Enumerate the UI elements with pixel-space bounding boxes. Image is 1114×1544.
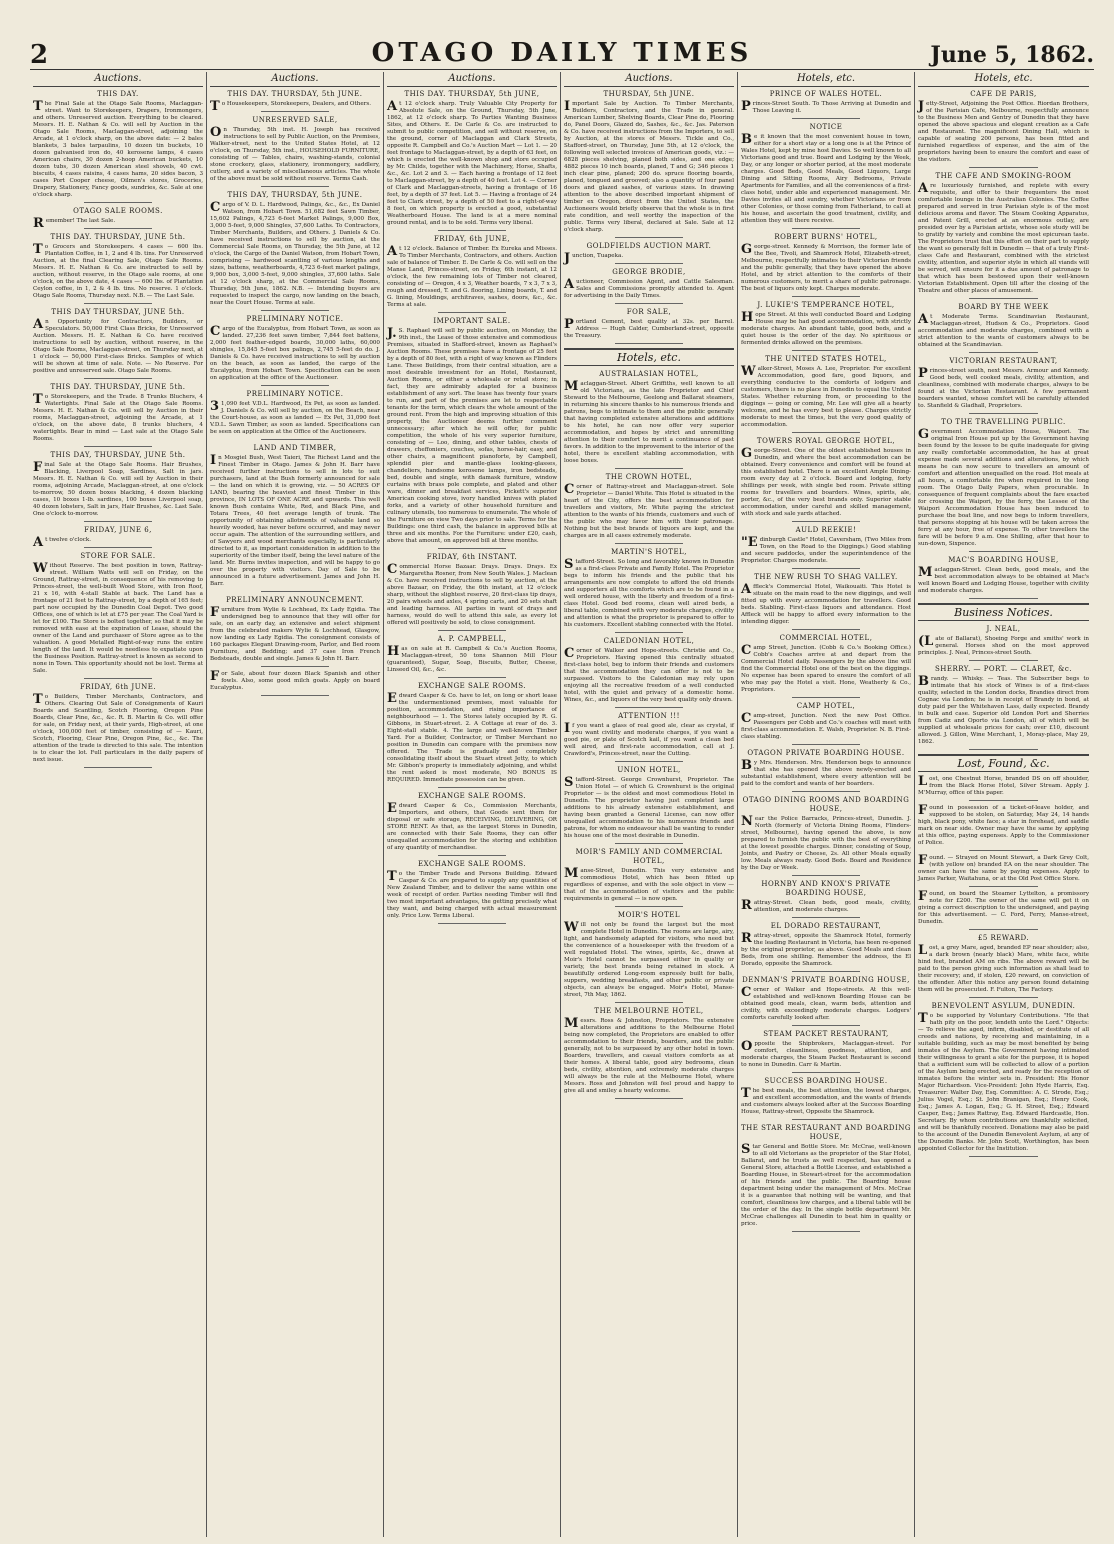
- advertisement: [741, 1124, 911, 1232]
- ad-body: Government Accommodation House, Waipori. The original Iron House put up by the Government having been found by the lessee to be quite inadequate for giving any really comfortable accommodation, he has at great expense made several additions and alterations, by which means he can now secure to travellers an amount of comfort and attention unequalled on the road. Hot meals at all hours, a comfortable fire when required in the long room. The Otago Daily Papers, when procurable. In consequence of frequent complaints about the fare exacted for crossing the Waipori, by the ferry, the Lessee of the Waipori Accommodation House has been induced to purchase the boat line, and now begs to inform travellers, that persons stopping at his house will be taken across the ferry at any hour, free of expense. To other travellers the fare will be before 9 a.m. One Shilling, after that hour to sun-down, Sixpence.: [918, 427, 1089, 547]
- advertisement: [387, 317, 557, 549]
- section-heading: Hotels, etc.: [564, 348, 734, 366]
- ad-body: At 12 o'clock sharp. Truly Valuable City Property for Absolute Sale, on the Ground, Thursday, 5th June, 1862, at 12 o'clock sharp. To Parties Wanting Business Sites, and Others. E. De Carle & Co. are instructed to submit to public competition, and sell without reserve, on the ground, corner of Maclaggan and Clark Streets, opposite R. Campbell and Co.'s Auction Mart — Lot 1. — 20 feet frontage to Maclaggan-street, by a depth of 63 feet, on which is erected the well-known shop and store occupied by Mr. Childs, together with the Machinery, Horse, Shafts, &c., &c. Lot 2 and 3. — Each having a frontage of 12 feet to Maclaggan-street, by a depth of 40 feet. Lot 4. — Corner of Clark and Maclaggan-streets, having a frontage of 16 feet, by a depth of 37 feet. Lot 5. — Having a frontage of 24 feet to Clark street, by a depth of 50 feet to a right-of-way 8 feet, on which property is erected a good, substantial Weatherboard House. The land is at a mere nominal ground rental, and is to be sold. Terms very liberal.: [387, 99, 557, 226]
- ad-divider: [84, 521, 152, 522]
- advertisement: [210, 191, 380, 311]
- ad-body: Has on sale at R. Campbell & Co.'s Auction Rooms, Maclaggan-street, 50 tons Shannon Mill Flour (guaranteed), Sugar, Soap, Biscuits, Butter, Cheese, Linseed Oil, &c., &c.: [387, 644, 557, 673]
- ad-body: Are luxuriously furnished, and replete with every requisite, and offer to their frequenters the most comfortable lounge in the Australian Colonies. The Coffee prepared and served in true Parisian style is of the most delicious aroma and flavor. The Steam Cooking Apparatus, and Patent Grill, erected at an enormous outlay, are presided over by a Parisian artiste, whose sole study will be to gratify by variety and combine the most epicurean taste. The Proprietors trust that this effort on their part to supply the want so generally felt in Dunedin — that of a truly First-class Cafe and Restaurant, combined with the strictest civility, attention, and superior style in which all viands will be served, will ensure for it a due amount of patronage to that which has been bestowed upon their well-known Victorian Establishment. Open till after the closing of the Theatre and other places of amusement.: [918, 181, 1089, 294]
- advertisement: [741, 437, 911, 522]
- column: [915, 72, 1092, 1537]
- advertisement: [918, 303, 1089, 353]
- column-heading: Auctions.: [210, 72, 380, 87]
- column: [738, 72, 915, 1537]
- ad-divider: [615, 263, 683, 264]
- ad-body: Remember! The last Sale.: [33, 216, 116, 231]
- ad-heading: THIS DAY. THURSDAY, JUNE 5th.: [50, 233, 186, 241]
- ad-heading: MARTIN'S HOTEL,: [611, 548, 687, 556]
- masthead-rule: [30, 69, 1094, 70]
- advertisement: [741, 573, 911, 630]
- ad-body: George-Street. One of the oldest established houses in Dunedin, and where the best accommodation can be obtained. Every convenience and comfort will be found at this established hotel. There is an excellent Ample Dining-room every day at 2 o'clock. Board and lodging, forty shillings per week, with single bed room. Private sitting rooms for travellers and boarders. Wines, spirits, ale, porter, &c., of the very best brands only. Superior stable accommodation, under careful and skilled management, with stock and sale yards attached.: [741, 446, 911, 517]
- advertisement: [918, 855, 1089, 887]
- ad-body: Near the Police Barracks, Princes-street, Dunedin. J. North (formerly of Victoria Dining Rooms, Flinders-street, Melbourne), having opened the above, is now prepared to furnish the public with the best of everything at the lowest possible charges. Dinner, consisting of Soup, Joints, and Pastry or Cheese, 2s. All other Meals equally low. Meals always ready. Good Beds. Board and Residence by the Day or Week.: [741, 814, 911, 871]
- column-heading: Auctions.: [387, 72, 557, 87]
- ad-heading: MOIR'S FAMILY AND COMMERCIAL HOTEL,: [575, 848, 723, 865]
- ad-heading: EXCHANGE SALE ROOMS.: [417, 682, 527, 690]
- ad-divider: [615, 707, 683, 708]
- advertisement: [33, 451, 203, 522]
- advertisement: [33, 90, 203, 203]
- ad-divider: [969, 749, 1037, 750]
- ad-divider: [969, 886, 1037, 887]
- ad-body: Stafford-Street. So long and favorably known in Dunedin as a first-class Private and Family Hotel. The Proprietor begs to inform his friends and the public that his arrangements are now complete to afford the old friends and supporters all the comforts which are to be found in a well ordered house, with the liberty and freedom of a first-class Hotel. Good bed rooms, clean well aired beds, a liberal table, combined with very moderate charges, civility and attention is what the proprietor is prepared to offer to his customers. Excellent stabling connected with the Hotel.: [564, 557, 734, 628]
- advertisement: [918, 357, 1089, 414]
- ad-body: Princes-Street South. To Those Arriving at Dunedin and Those Leaving it.: [741, 99, 911, 114]
- advertisement: [210, 390, 380, 440]
- ad-body: George-street. Kennedy & Morrison, the former late of the Bee, Tivoli, and Shamrock Hotel, Elizabeth-street, Melbourne, respectfully intimates to their Victorian friends and the public generally, that they have opened the above Hotel, and by strict attention to the comforts of their numerous customers, to merit a share of public patronage. The best of liquors only kept. Charges moderate.: [741, 242, 911, 292]
- ad-divider: [969, 929, 1037, 930]
- column-heading: Auctions.: [564, 72, 734, 87]
- ad-body: Camp-street, Junction. Next the new Post Office. Passengers per Cobb and Co.'s coaches will meet with first-class accommodation. E. Walsh, Proprietor. N. B. First-class stabling.: [741, 711, 911, 740]
- advertisement: [33, 308, 203, 379]
- ad-divider: [792, 296, 860, 297]
- advertisement: [564, 911, 734, 1003]
- ad-divider: [261, 385, 329, 386]
- ad-heading: SHERRY. — PORT. — CLARET, &c.: [934, 665, 1073, 673]
- ad-heading: COMMERCIAL HOTEL,: [779, 634, 873, 642]
- ad-heading: OTAGON PRIVATE BOARDING HOUSE.: [747, 749, 905, 757]
- ad-body: To Storekeepers, and the Trade. 8 Trunks Bluchers, 4 Watertights. Final Sale at the Otago Sale Rooms. Messrs. H. E. Nathan & Co. will sell by Auction in their rooms, Maclaggan-street, adjoining the Arcade, at 1 o'clock, on the above date, 8 trunks bluchers, 4 watertights. Bear in mind — Last sale at the Otago Sale Rooms.: [33, 392, 203, 442]
- ad-divider: [969, 598, 1037, 599]
- ad-divider: [792, 1025, 860, 1026]
- ad-body: Opposite the Shipbrokers, Maclaggan-street. For comfort, cleanliness, goodness, attention, and moderate charges, the Steam Packet Restaurant is second to none in Dunedin. Carr & Martin.: [741, 1039, 911, 1068]
- advertisement: [33, 683, 203, 768]
- ad-heading: THIS DAY, THURSDAY, 5th JUNE.: [227, 191, 363, 199]
- column-heading: Auctions.: [33, 72, 203, 87]
- ad-divider: [438, 630, 506, 631]
- ad-divider: [84, 446, 152, 447]
- advertisement: [741, 880, 911, 918]
- ad-body: Rattray-street, opposite the Shamrock Hotel, formerly the leading Restaurant in Victoria, has been re-opened by the original proprietor, as above. Good Meals and clean Beds, from one shilling. Remember the address, the El Dorado, opposite the Shamrock.: [741, 931, 911, 967]
- ad-body: (Late of Ballarat), Shoeing Forge and smiths' work in general. Horses shod on the most approved principles. J. Neal, Princes-street South.: [918, 634, 1089, 656]
- ad-body: 31,090 feet V.D.L. Hardwood, Ex Pet, as soon as landed. J. Daniels & Co. will sell by auction, on the Beach, near the Court-house, as soon as landed — Ex Pet, 31,090 feet V.D.L. Sawn Timber, as soon as landed. Specifications can be seen on application at the Office of the Auctioneers.: [210, 399, 380, 435]
- ad-heading: AULD REEKIE!: [795, 526, 857, 534]
- advertisement: [33, 233, 203, 304]
- advertisement: [918, 805, 1089, 851]
- advertisement: [387, 792, 557, 856]
- ad-heading: THE CAFE AND SMOKING-ROOM: [935, 172, 1072, 180]
- ad-body: Junction, Tuapeka.: [564, 251, 624, 266]
- ad-heading: OTAGO DINING ROOMS AND BOARDING HOUSE,: [742, 796, 910, 813]
- ad-body: Lost, a grey Mare, aged, branded EP near shoulder; also, a dark brown (nearly black) Mare, white face, white hind feet, branded AM on ribs. The above reward will be paid to the person giving such information as shall lead to their recovery; and, if stolen, £20 reward, on conviction of the offender. After this notice any person found detaining them will be prosecuted. F. Fulton, The Factory.: [918, 943, 1089, 993]
- ad-body: Final Sale at the Otago Sale Rooms. Hair Brushes, Blacking, Liverpool Soap, Sardines, Salt in jars. Messrs. H. E. Nathan & Co. will sell by Auction in their rooms, adjoining Arcade, Maclaggan-street, at one o'clock to-morrow, 50 dozen boxes blacking, 4 dozen blacking cases, 10 boxes 1-lb. sardines, 100 boxes Liverpool soap, 40 dozen lobsters, Salt in jars, Hair Brushes, &c. Last Sale. One o'clock to-morrow.: [33, 460, 203, 517]
- ad-divider: [84, 202, 152, 203]
- ad-body: "Edinburgh Castle" Hotel, Caversham, (Two Miles from Town, on the Road to the Diggings.) Good stabling and secure paddocks, under the superintendence of the Proprietor. Charges moderate.: [741, 535, 911, 564]
- advertisement: [210, 671, 380, 696]
- ad-body: Stafford-Street. George Crownhurst, Proprietor. The Union Hotel — of which G. Crownhurst is the original Proprietor — is the oldest and most commodious Hotel in Dunedin. The proprietor having just completed large additions to his already extensive establishment, and having been granted a General License, can now offer unequalled accommodation to his numerous friends and patrons, for whom no endeavour shall be wanting to render his house one of the most desirable in Dunedin.: [564, 775, 734, 839]
- ad-heading: UNRESERVED SALE,: [252, 116, 338, 124]
- ad-divider: [84, 678, 152, 679]
- advertisement: [741, 301, 911, 351]
- ad-heading: MAC'S BOARDING HOUSE,: [948, 556, 1059, 564]
- advertisement: [918, 1002, 1089, 1157]
- ad-divider: [792, 744, 860, 745]
- ad-heading: STEAM PACKET RESTAURANT,: [763, 1030, 889, 1038]
- column: [207, 72, 384, 1537]
- advertisement: [387, 682, 557, 788]
- advertisement: [918, 556, 1089, 599]
- ad-heading: CAFE DE PARIS,: [970, 90, 1037, 98]
- ad-body: Without Reserve. The best position in town, Rattray-street. William Watts will sell on Friday, on the Ground, Rattray-street, in consequence of his removing to Princes-street, the well-built Wood Store, with Iron Roof, 21 x 16, with 4-stall Stable at back. The Land has a frontage of 21 feet to Rattray-street, by a depth of 165 feet; part now occupied by the Dunedin Coal Depot. Two good Offices, one of which is let at £75 per year. The Coal Yard is let for £100. The Store is bolted together, so that it may be removed with ease at the expiration of Lease, should the owner of the Land and purchaser of Store agree as to the valuation. A good Metalled Right-of-way runs the entire length of the land. It would be needless to expatiate upon the Business Position. Rattray-street is known as second to none in Town. This opportunity should not be lost. Terms at Sale.: [33, 561, 203, 674]
- advertisement: [741, 1077, 911, 1120]
- ad-heading: CALEDONIAN HOTEL,: [603, 637, 695, 645]
- advertisement: [918, 776, 1089, 801]
- ad-divider: [438, 923, 506, 924]
- ad-divider: [792, 629, 860, 630]
- ad-heading: THIS DAY. THURSDAY, 5th JUNE.: [227, 90, 363, 98]
- ad-divider: [615, 906, 683, 907]
- ad-heading: PRELIMINARY ANNOUNCEMENT.: [226, 596, 364, 604]
- ad-body: Commercial Horse Bazaar. Drays. Drays. Drays. Ex Margaretha Rosner, from New South Wales. J. Maclean & Co. have received instructions to sell by auction, at the above Bazaar, on Friday, the 6th instant, at 12 o'clock sharp, without the slightest reserve, 20 first-class tip drays, 20 pairs wheels and axles, 4 spring carts, and 20 sets shaft and leading harness. All parties in want of drays and harness, would do well to attend this sale, as every lot offered will positively be sold, to close consignment.: [387, 562, 557, 626]
- advertisement: [741, 634, 911, 698]
- ad-divider: [792, 521, 860, 522]
- newspaper-title: OTAGO DAILY TIMES: [371, 38, 753, 68]
- advertisement: [33, 552, 203, 679]
- ad-heading: MOIR'S HOTEL: [617, 911, 681, 919]
- ad-body: If you want a glass of real good ale, clear as crystal, if you want civility and moderate charges, if you want a good pie, or plate of Scotch kail, if you want a clean bed well aired, and first-rate accommodation, call at J. Crawford's, Princes-street, near the Cutting.: [564, 721, 734, 757]
- ad-body: Will not only be found the largest but the most complete Hotel in Dunedin. The rooms are large, airy, light, and handsomely adapted for visitors, who need but the convenience of a housekeeper with the freedom of a well regulated Hotel. The wines, spirits, &c., drawn at Moir's Hotel cannot be surpassed either in quality or variety, the best brands being retained in stock. A beautifully ordered Long-room expressly built for balls, suppers, wedding breakfasts, and other public or private objects, can always be engaged. Moir's Hotel, Manse-street, 7th May, 1862.: [564, 920, 734, 998]
- ad-heading: FRIDAY, JUNE 6,: [84, 526, 152, 534]
- ad-divider: [84, 228, 152, 229]
- advertisement: [918, 934, 1089, 998]
- ad-body: Portland Cement, best quality at 32s. per Barrel. Address — Hugh Calder, Cumberland-street, opposite the Treasury.: [564, 317, 734, 339]
- ad-body: Corner of Rattray-street and Maclaggan-street. Sole Proprietor — Daniel White. This Hotel is situated in the heart of the City, offers the best accommodation for travellers and visitors, Mr. White paying the strictest attention to the wants of his friends, customers and such of the public who may favor him with their patronage. Nothing but the best brands of liquors are kept, and the charges are in all cases extremely moderate.: [564, 482, 734, 539]
- advertisement: [918, 665, 1089, 750]
- advertisement: [210, 444, 380, 592]
- ad-heading: THURSDAY, 5th JUNE.: [603, 90, 695, 98]
- ad-heading: THE UNITED STATES HOTEL,: [765, 355, 887, 363]
- ad-body: In Mosgiel Bush, West Taieri, The Richest Land and the Finest Timber in Otago. James & John H. Barr have received further instructions to sell in lots to suit purchasers, land at the Bush formerly announced for sale — the land on which it is growing, viz. — 50 ACRES OF LAND, bearing the heaviest and finest Timber in this province, IN LOTS OF ONE ACRE and upwards. This well known Bush contains White, Red, and Black Pine, and Totara Trees, 40 feet average length of trunk. The opportunity of obtaining allotments of valuable land so heavily wooded, has never before occurred, and may never occur again. The attention of the surrounding settlers, and of Sawyers and wood merchants especially, is particularly directed to it, as important consideration in addition to the superiority of the timber itself, being the level nature of the land. Mr. Burns invites inspection, and will be happy to go over the property with visitors. Day of Sale to be announced in a future advertisement. James and John H. Barr.: [210, 453, 380, 587]
- ad-heading: PRELIMINARY NOTICE.: [246, 390, 344, 398]
- advertisement: [918, 418, 1089, 552]
- ad-heading: THIS DAY, THURSDAY, JUNE 5th.: [50, 451, 186, 459]
- advertisement: [210, 596, 380, 667]
- ad-heading: ROBERT BURNS' HOTEL,: [774, 233, 878, 241]
- ad-body: Manse-Street, Dunedin. This very extensive and commodious Hotel, which has been fitted up regardless of expense, and with the sole object in view — that of the accommodation of visitors and the public requirements in general — is now open.: [564, 866, 734, 902]
- advertisement: [918, 172, 1089, 299]
- advertisement: [918, 891, 1089, 930]
- ad-heading: STORE FOR SALE.: [80, 552, 156, 560]
- ad-body: Lost, one Chestnut Horse, branded DS on off shoulder, from the Black Horse Hotel, Silver Stream. Apply J. M'Murray, office of this paper.: [918, 774, 1089, 796]
- ad-divider: [969, 850, 1037, 851]
- ad-divider: [969, 352, 1037, 353]
- ad-divider: [438, 312, 506, 313]
- ad-body: Be it known that the most convenient house in town, either for a short stay or a long one is at the Prince of Wales Hotel, kept by mine host Davies. So well known to all Victorians good and true. Board and Lodging by the Week, Day, or any longer or shorter period, at the most moderate charges. Good Beds, Good Meals, Good Liquors, Large Dining and Sitting Rooms, Airy Bedrooms, Private Apartments for Families, and all the conveniences of a first-class hotel, under able and experienced management. Mr. Davies invites all and sundry, whether Victorians or from other Colonies, or those coming from Fatherland, to call at his house, and ascertain the good treatment, civility, and attention they will there receive.: [741, 132, 911, 224]
- issue-date: June 5, 1862.: [930, 42, 1094, 68]
- ad-divider: [261, 439, 329, 440]
- advertisement: [741, 702, 911, 745]
- ad-heading: CAMP HOTEL,: [796, 702, 856, 710]
- ad-heading: FRIDAY, 6th JUNE,: [433, 235, 511, 243]
- ad-heading: ATTENTION !!!: [618, 712, 680, 720]
- advertisement: [210, 116, 380, 187]
- ad-body: J.S. Raphael will sell by public auction, on Monday, the 9th inst., the Lease of those extensive and commodious Premises, situated in Stafford-street, known as Raphael's Auction Rooms. These premises have a frontage of 25 feet by a depth of 80 feet, with a right of way known as Flinders Lane. These Buildings, from their central situation, are a most desirable investment for an Hotel, Restaurant, Auction Rooms, or either a wholesale or retail store; in fact, they are admirably adapted for a business establishment of any sort. The lease has twenty four years to run, and part of the premises are let to respectable tenants for the term, which clears the whole amount of the ground rent. From the high and improving situation of this property, the Auctioneer deems further comment unnecessary; after which he will offer, for public competition, the whole of his very superior furniture, consisting of — Loo, dining, and other tables, chests of drawers, cheffoniers, couches, sofas, horse-hair, easy, and other chairs, a magnificent pianoforte, by Campbell, splendid pier and mantle-glass looking-glasses, chandeliers, handsome kerosene lamps, iron bedsteads, bed, double and single, with damask furniture, window curtains with brass pole complete, and plated and other ware, dinner and breakfast services, Pickett's superior American cooking stove, ivory handled knives with plated forks, and a variety of other household furniture and culinary utensils, too numerous to enumerate. The whole of the Furniture on view Two days prior to sale. Terms for the Buildings: one third cash, the balance in approved bills at three and six months. For the Furniture: under £20, cash, above that amount, on approved bill at three months.: [387, 326, 557, 544]
- ad-divider: [792, 971, 860, 972]
- ad-body: Star General and Bottle Store. Mr. McCrae, well-known to all old Victorians as the proprietor of the Star Hotel, Ballarat, and he trusts as well respected, has opened a General Store, attached a Bottle License, and established a Boarding House, in Stewart-street for the accommodation of his friends and the public. The Boarding house department being under the management of Mrs. McCrae it is a guarantee that nothing will be wanting, and that comfort, cleanliness low charges, and a liberal table will be the order of the day. In the single bottle department Mr. McCrae challenges all Dunedin to beat him in quality or price.: [741, 1142, 911, 1227]
- ad-body: By Mrs. Henderson. Mrs. Henderson begs to announce that she has opened the above newly-erected and substantial establishment, where every attention will be paid to the comfort and wants of her boarders.: [741, 758, 911, 787]
- ad-heading: BOARD BY THE WEEK: [958, 303, 1049, 311]
- ad-heading: GEORGE BRODIE,: [612, 268, 686, 276]
- ad-divider: [615, 843, 683, 844]
- ad-divider: [615, 237, 683, 238]
- column-heading: Hotels, etc.: [741, 72, 911, 87]
- advertisement: [564, 370, 734, 469]
- ad-divider: [261, 666, 329, 667]
- ad-divider: [792, 228, 860, 229]
- ad-heading: OTAGO SALE ROOMS.: [73, 207, 163, 215]
- ad-divider: [792, 432, 860, 433]
- ad-divider: [438, 855, 506, 856]
- advertisement: [564, 268, 734, 304]
- ad-body: The best meals, the best attention, the lowest charges, and excellent accommodation, and the wants of friends and customers always looked after at the Success Boarding House, Rattray-street, Opposite the Shamrock.: [741, 1086, 911, 1115]
- ad-heading: PRELIMINARY NOTICE.: [246, 315, 344, 323]
- ad-body: Princes-street south, next Messrs. Armour and Kennedy. Good beds, well cooked meals, civility, attention, and cleanliness, combined with moderate charges, always to be found at the Victorian Restaurant. A few permanent boarders wanted, whose comfort will be carefully attended to. Stanfield & Gladhall, Proprietors.: [918, 366, 1089, 409]
- ad-body: Furniture from Wylie & Lochhead, Ex Lady Egidia. The undersigned beg to announce that they will offer for sale, on an early day, an extensive and select shipment from the celebrated makers Wylie & Lochhead, Glasgow, now landing ex Lady Egidia. The consignment consists of 160 packages Elegant Drawing-room, Parlor, and Bed room Furniture, and Bedding; and 37 case Iron French Bedsteads, double and single. James & John H. Barr.: [210, 605, 380, 662]
- column: [30, 72, 207, 1537]
- ad-body: Brandy. — Whisky. — Teas. The Subscriber begs to intimate that his stock of Wines is of a first-class quality, selected in the London docks, Brandies direct from Cognac via London; he is in receipt of Brandy in bond, at duty paid per the Whitehaven Lass, daily expected. Brandy in bulk and case. Superior old London Port and Sherries from Cadiz and Oporto via London, all of which will be supplied at wholesale prices for cash; over £10, discount allowed. J. Gillon, Wine Merchant, 1, Moray-place, May 29, 1862.: [918, 674, 1089, 745]
- ad-divider: [261, 310, 329, 311]
- advertisement: [741, 976, 911, 1026]
- ad-divider: [438, 230, 506, 231]
- ad-heading: THE MELBOURNE HOTEL,: [594, 1007, 704, 1015]
- ad-divider: [84, 303, 152, 304]
- advertisement: [387, 860, 557, 924]
- column: [561, 72, 738, 1537]
- ad-body: At 12 o'clock. Balance of Timber. Ex Eureka and Misses. To Timber Merchants, Contractors, and others. Auction sale of balance of Timber. E. De Carle & Co. will sell on the Manse Land, Princes-street, on Friday, 6th instant, at 12 o'clock, the few remaining lots of Timber not cleared, consisting of — Oregon, 4 x 3, Weather boards, 7 x 3, 7 x 3, rough and dressed, T. and G. flooring, Lining boards, T. and G. lining, Mouldings, architraves, sashes, doors, &c., &c. Terms at sale.: [387, 244, 557, 308]
- ad-heading: TOWERS ROYAL GEORGE HOTEL,: [756, 437, 896, 445]
- ad-heading: THIS DAY. THURSDAY, JUNE 5th.: [50, 383, 186, 391]
- ad-divider: [969, 660, 1037, 661]
- ad-divider: [792, 697, 860, 698]
- ad-body: Walker-Street, Moses A. Lee, Proprietor. For excellent Accommodation, good fare, good liquors, and everything conducive to the comforts of lodgers and customers, there is no place in Dunedin to equal the United States. Whether returning from, or proceeding to the diggings — going or coming, Mr. Lee will give all a hearty welcome, and he has every best to please. Charges strictly moderate to meet the times, but the very good quality of accommodation.: [741, 364, 911, 428]
- advertisement: [741, 749, 911, 792]
- ad-heading: THE NEW RUSH TO SHAG VALLEY.: [754, 573, 898, 581]
- ad-divider: [792, 350, 860, 351]
- advertisement: [564, 548, 734, 633]
- ad-body: To Grocers and Storekeepers. 4 cases — 600 lbs. Plantation Coffee, in 1, 2 and 4 lb. tins. For Unreserved Auction, at the final Clearing Sale, Otago Sale Rooms. Messrs. H. E. Nathan & Co. are instructed to sell by auction, without reserve, in the Otago sale rooms, at one o'clock, on the above date, 4 cases — 600 lbs. of Plantation Ceylon coffee, in 1, 2 & 4 lb. tins. No reserve. 1 o'clock. Otago Sale Rooms, Thursday next. N.B. — The Last Sale.: [33, 242, 203, 299]
- ad-heading: J. NEAL,: [986, 625, 1021, 633]
- ad-body: Affleck's Commercial Hotel, Waikouaiti. This Hotel is situate on the main road to the new diggings, and well fitted up with every accommodation for travellers. Good beds. Stabling. First-class liquors and attendance. Host Affleck will be happy to afford every information to the intending digger.: [741, 582, 911, 625]
- ad-heading: FRIDAY, 6th JUNE.: [79, 683, 157, 691]
- advertisement: [918, 625, 1089, 661]
- ad-divider: [438, 548, 506, 549]
- ad-heading: TO THE TRAVELLING PUBLIC.: [941, 418, 1066, 426]
- advertisement: [564, 90, 734, 238]
- ad-heading: UNION HOTEL,: [617, 766, 681, 774]
- advertisement: [741, 123, 911, 229]
- advertisement: [564, 473, 734, 544]
- ad-heading: GOLDFIELDS AUCTION MART.: [586, 242, 712, 250]
- advertisement: [33, 526, 203, 548]
- ad-heading: LAND AND TIMBER,: [253, 444, 337, 452]
- ad-body: Camp Street, Junction. (Cobb & Co.'s Booking Office.) Cobb's Coaches arrive at and depart from the Commercial Hotel daily. Passengers by the above line will find the Commercial Hotel one of the best on the diggings. No expense has been spared to ensure the comfort of all who may pay the Hotel a visit. Hone, Weatherly & Co., Proprietors.: [741, 643, 911, 693]
- columns: [30, 72, 1094, 1537]
- advertisement: [210, 315, 380, 386]
- advertisement: [33, 383, 203, 447]
- ad-divider: [615, 1098, 683, 1099]
- advertisement: [741, 233, 911, 297]
- ad-body: An Opportunity for Contractors, Builders, or Speculators. 50,000 First Class Bricks, for Unreserved Auction. Messrs. H. E. Nathan & Co. have received instructions to sell by auction, without reserve, in the Otago Sale Rooms, Maclaggan-street, on Thursday next, at 1 o'clock — 50,000 First-class Bricks. Samples of which will be shown at time of sale. Note. — No Reserve. For positive and unreserved sale. Otago Sale Rooms.: [33, 317, 203, 374]
- ad-body: Cargo of V. D. L. Hardwood, Palings, &c., &c., Ex Daniel Watson, from Hobart Town. 51,682 feet Sawn Timber, 15,602 Palings, 4,723 6-feet Market Palings, 9,000 Box, 3,000 5-feet, 9,000 Shingles, 37,600 Laths. To Contractors, Timber Merchants, Builders, and Others. J. Daniels & Co. have received instructions to sell by auction, at the Commercial Sale Rooms, on Thursday, the 5th June, at 12 o'clock, the Cargo of the Daniel Watson, from Hobart Town, comprising — hardwood scantling of various lengths and sizes, battens, weatherboards, 4,723 6-feet market palings, 9,900 box, 3,000 5-feet, 9,000 shingles, 37,600 laths. Sale at 12 o'clock sharp, at the Commercial Sale Rooms, Thursday, 5th June, 1862. N.B. — Intending buyers are requested to inspect the cargo, now landing on the beach, near the Court House. Terms at sale.: [210, 200, 380, 306]
- ad-body: At Moderate Terms. Scandinavian Restaurant, Maclaggan-street, Hudson & Co., Proprietors. Good accommodation and moderate charges, combined with a strict attention to the wants of customers always to be obtained at the Scandinavian.: [918, 312, 1089, 348]
- ad-divider: [792, 118, 860, 119]
- ad-heading: VICTORIAN RESTAURANT,: [949, 357, 1058, 365]
- ad-heading: DENMAN'S PRIVATE BOARDING HOUSE,: [742, 976, 910, 984]
- ad-body: Maclaggan-Street. Clean beds, good meals, and the best accommodation always to be obtained at Mac's well known Board and Lodging House, together with civility and moderate charges.: [918, 565, 1089, 594]
- ad-divider: [438, 787, 506, 788]
- ad-body: Found in possession of a ticket-of-leave holder, and supposed to be stolen, on Saturday, May 24, 14 hands high, black pony, white face; a star in forehead, and saddle mark on near side. Owner may have the same by applying at this office, paying expenses. Apply to the Commissioner of Police.: [918, 803, 1089, 846]
- advertisement: [741, 1030, 911, 1073]
- section-heading: Business Notices.: [918, 603, 1089, 621]
- ad-body: On Thursday, 5th inst. H. Joseph has received instructions to sell by Public Auction, on the Premises, Walker-street, next to the United States Hotel, at 12 o'clock, on Thursday, 5th inst., HOUSEHOLD FURNITURE, consisting of — Tables, chairs, washing-stands, colonial stone crockery, glass, stationery, ironmongery, saddlery, cutlery, and a variety of miscellaneous articles. The whole of the above must be sold without reserve. Terms Cash.: [210, 125, 380, 182]
- ad-body: Corner of Walker and Hope-streets. At this well-established and well-known Boarding House can be obtained good meals, clean, warm beds, attention and civility, with exceedingly moderate charges. Lodgers' comforts carefully looked after.: [741, 985, 911, 1021]
- ad-body: To Housekeepers, Storekeepers, Dealers, and Others.: [210, 99, 371, 114]
- ad-heading: THE CROWN HOTEL,: [605, 473, 693, 481]
- masthead: [30, 38, 1094, 68]
- advertisement: [387, 235, 557, 313]
- advertisement: [564, 766, 734, 844]
- ad-divider: [438, 677, 506, 678]
- advertisement: [918, 90, 1089, 168]
- advertisement: [741, 526, 911, 569]
- ad-body: To Builders, Timber Merchants, Contractors, and Others. Clearing Out Sale of Consignments of Kauri Boards and Scantling, Scotch Flooring, Oregon Pine Boards, Clear Pine, &c., &c. R. B. Martin & Co. will offer for sale, on Friday next, at their yards, High-street, at one o'clock, 100,000 feet of timber, consisting of — Kauri, Scotch, Flooring, Clear Pine, Oregon Pine, &c., &c. The attention of the trade is directed to this sale. The intention is to clear the lot. Full particulars in the daily papers of next issue.: [33, 692, 203, 763]
- ad-body: Messrs. Ross & Johnston, Proprietors. The extensive alterations and additions to the Melbourne Hotel being now completed, the Proprietors are enabled to offer accommodation to their friends, boarders, and the public generally, not to be surpassed by any other hotel in town. Boarders, travellers, and casual visitors comforts as at their homes. A liberal table, good airy bedrooms, clean beds, civility, attention, and extremely moderate charges will always be the rule at the Melbourne Hotel, where Messrs. Ross and Johnston will feel proud and happy to give all and smiley a hearty welcome.: [564, 1016, 734, 1094]
- ad-body: Auctioneer, Commission Agent, and Cattle Salesman. Sales and Commissions promptly attended to. Agent for advertising in the Daily Times.: [564, 277, 734, 299]
- ad-divider: [792, 791, 860, 792]
- ad-body: Edward Casper & Co., Commission Merchants, Importers, and others, that Goods sent them for disposal or safe storage, RECEIVING, DELIVERING, OR STORE RENT. As that, as the largest Stores in Dunedin, are connected with their Sale Rooms, they can offer unequalled accommodation for the storing and exhibition of any quantity of merchandise.: [387, 801, 557, 851]
- ad-divider: [792, 917, 860, 918]
- ad-heading: FOR SALE,: [626, 308, 672, 316]
- ad-body: At twelve o'clock.: [33, 535, 91, 550]
- ad-divider: [261, 695, 329, 696]
- section-heading: Lost, Found, &c.: [918, 754, 1089, 772]
- advertisement: [387, 553, 557, 631]
- column-heading: Hotels, etc.: [918, 72, 1089, 87]
- ad-divider: [969, 167, 1037, 168]
- ad-divider: [615, 761, 683, 762]
- ad-heading: NOTICE: [809, 123, 843, 131]
- ad-heading: EL DORADO RESTAURANT,: [770, 922, 882, 930]
- ad-heading: EXCHANGE SALE ROOMS.: [417, 792, 527, 800]
- ad-body: Hope Street. At this well conducted Board and Lodging House may be had good accommodation, with strictly moderate charges. An abundant table, good beds, and a quiet house is the order of the day. No spirituous or fermented drinks allowed on the premises.: [741, 310, 911, 346]
- ad-heading: A. P. CAMPBELL,: [437, 635, 507, 643]
- ad-body: Edward Casper & Co. have to let, on long or short lease the undermentioned premises, most valuable for position, accommodation, and rising importance of neighbourhood — 1. The Stores lately occupied by R. G. Gibbons, in Stuart-street. 2. A Cottage at rear of do. 3. Eight-stall stable. 4. The large and well-known Timber Yard. For a Builder, Contractor, or Timber Merchant no position in Dunedin can compare with the premises now offered. The Trade is gradually and completely consolidating itself about the Stuart street Jetty, to which Mr. Gibbon's property is immediately adjoining, and whilst the rent asked is most moderate, NO BONUS IS REQUIRED. Immediate possession can be given.: [387, 691, 557, 783]
- ad-divider: [261, 186, 329, 187]
- ad-body: For Sale, about four dozen Black Spanish and other fowls. Also, some good milch goats. Apply on board Eucalyptus.: [210, 669, 380, 691]
- ad-body: Found. — Strayed on Mount Stewart, a Dark Grey Colt, (with yellow on) branded EA on the near shoulder. The owner can have the same by paying expenses. Apply to James Parker, Waitahuna, or at the Old Post Office Store.: [918, 853, 1089, 882]
- ad-body: The Final Sale at the Otago Sale Rooms, Maclaggan-street. Want to Storekeepers, Drapers, Ironmongers, and others. Unreserved auction. Everything to be cleared. Messrs. H. E. Nathan & Co. will sell by Auction in the Otago Sale Rooms, Maclaggan-street, adjoining the Arcade, at 1 o'clock sharp, on the above date: — 2 bales blankets, 3 bales tarpaulins, 10 dozen tin buckets, 10 dozen galvanised iron do, 40 kerosene lamps, 4 cases American chairs, 30 dozen 2-hoop American buckets, 10 dozen tubs, 30 dozen American steel shovels, 40 cwt. biscuits, 4 cases raisins, 4 cases hams, 20 sides bacon, 3 cases Port Cooper cheese, Oilmen's stores, Groceries, Drapery, Stationery, Fancy goods, sundries, &c. Sale at one o'clock sharp.: [33, 99, 203, 198]
- ad-heading: THIS DAY.: [97, 90, 139, 98]
- ad-heading: J. LUKIE'S TEMPERANCE HOTEL,: [757, 301, 895, 309]
- ad-divider: [792, 1231, 860, 1232]
- ad-body: Cargo of the Eucalyptus, from Hobart Town, as soon as landed. 27,236 feet sawn timber, 7,844 feet battens, 2,000 feet feather-edged boards, 30,000 laths, 60,000 shingles, 15,845 5-feet box palings, 2,745 5-feet do do. J. Daniels & Co. have received instructions to sell by auction on the beach, as soon as landed, the cargo of the Eucalyptus, from Hobart Town. Specification can be seen on application at the office of the Auctioneer.: [210, 324, 380, 381]
- ad-body: Corner of Walker and Hope-streets. Christie and Co., Proprietors. Having opened this centrally situated first-class hotel, beg to inform their friends and customers that the accommodation they can offer is not to be surpassed. Visitors to the Caledonian may rely upon enjoying all the recreative freedom of a well conducted hotel, with the quiet and privacy of a domestic home. Wines, &c., and liquors of the very best quality only drawn.: [564, 646, 734, 703]
- ad-divider: [969, 1156, 1037, 1157]
- ad-heading: AUSTRALASIAN HOTEL,: [599, 370, 699, 378]
- ad-body: Found, on board the Steamer Lyttelton, a promissory note for £200. The owner of the same will get it on giving a correct description to the undersigned, and paying for this advertisement. — C. Ford, Ferry, Manse-street, Dunedin.: [918, 889, 1089, 925]
- ad-divider: [84, 378, 152, 379]
- advertisement: [33, 207, 203, 229]
- advertisement: [564, 712, 734, 762]
- advertisement: [564, 848, 734, 907]
- advertisement: [741, 355, 911, 433]
- ad-divider: [969, 551, 1037, 552]
- ad-divider: [84, 547, 152, 548]
- ad-heading: FRIDAY, 6th INSTANT.: [426, 553, 518, 561]
- page-number: 2: [30, 40, 49, 70]
- ad-divider: [792, 1119, 860, 1120]
- advertisement: [564, 242, 734, 264]
- ad-heading: THIS DAY THURSDAY, JUNE 5th.: [51, 308, 185, 316]
- ad-divider: [615, 543, 683, 544]
- ad-divider: [615, 303, 683, 304]
- ad-divider: [792, 568, 860, 569]
- ad-divider: [261, 111, 329, 112]
- ad-divider: [969, 997, 1037, 998]
- advertisement: [741, 796, 911, 876]
- advertisement: [741, 90, 911, 119]
- ad-divider: [615, 468, 683, 469]
- column: [384, 72, 561, 1537]
- ad-heading: EXCHANGE SALE ROOMS.: [417, 860, 527, 868]
- ad-heading: IMPORTANT SALE.: [433, 317, 511, 325]
- ad-divider: [615, 343, 683, 344]
- ad-body: Important Sale by Auction. To Timber Merchants, Builders, Contractors, and the Trade in general. American Lumber, Shelving Boards, Clear Pine do, Flooring do, Panel Doors, Glazed do, Sashes, &c., &c. Jas. Paterson & Co. have received instructions from the Importers, to sell by Auction, at the stores of Messrs. Tickle and Co., Stafford-street, on Thursday, June 5th, at 12 o'clock, the following well selected invoices of American goods, viz.: — 6828 pieces shelving, planed both sides, and one edge; 4882 pieces 10 inch boards, planed, T and G; 346 pieces 1 inch clear pine, planed; 200 do. spruce flooring boards, planed, tongued and grooved; also a quantity of four panel doors and glazed sashes, of various sizes. In drawing attention to the above described important shipment of timber ex Oregon, direct from the United States, the Auctioneers would briefly observe that the whole is in first rate condition, and well worthy the inspection of the public. Terms very liberal, declared at Sale. Sale at 12 o'clock sharp.: [564, 99, 734, 233]
- ad-divider: [969, 298, 1037, 299]
- advertisement: [387, 635, 557, 678]
- ad-heading: SUCCESS BOARDING HOUSE.: [764, 1077, 888, 1085]
- ad-body: Jetty-Street, Adjoining the Post Office. Riordan Brothers, of the Parisian Cafe, Melbourne, respectfully announce to the Business Men and Gentry of Dunedin that they have opened the above spacious and elegant creation as a Cafe and Restaurant. The magnificent Dining Hall, which is capable of seating 200 persons, has been fitted and furnished regardless of expense, and the aim of the proprietors having been to ensure the comfort and ease of the visitors.: [918, 99, 1089, 163]
- advertisement: [387, 90, 557, 231]
- ad-body: To the Timber Trade and Persons Building. Edward Caspar & Co. are prepared to supply any quantities of New Zealand Timber, and to deliver the same within one week of receipt of order. Parties needing Timber will find two most important advantages, the getting precisely what they want, and being charged with actual measurement only. Price Low. Terms Liberal.: [387, 869, 557, 919]
- ad-divider: [615, 1002, 683, 1003]
- ad-divider: [792, 875, 860, 876]
- advertisement: [564, 637, 734, 708]
- ad-heading: £5 REWARD.: [977, 934, 1030, 942]
- ad-body: Maclaggan-Street. Albert Griffiths, well known to all old Victorians, as the late Proprietor and Chief Steward to the Melbourne, Geelong and Ballarat steamers, in returning his sincere thanks to his numerous friends and patrons, begs to intimate to them and the public generally that having completed extensive alterations and additions to his hotel, he can now offer very superior accommodation, and hopes by strict and unremitting attention to their comfort to merit a continuance of past favors. In addition to the improvement to the interior of the hotel, there is excellent stabling accommodation, with loose boxes.: [564, 379, 734, 464]
- advertisement: [564, 1007, 734, 1099]
- ad-body: To be supported by Voluntary Contributions. "He that hath pity on the poor, lendeth unto the Lord." Objects: — To relieve the aged, infirm, disabled, or destitute of all creeds and nations, by receiving and maintaining, in a suitable building, such as may be most benefited by being inmates of the Asylum. The Government having intimated their willingness to grant a site for the purpose, it is hoped that a sufficient sum will be collected to allow of a portion of the Asylum being erected, and ready for the reception of inmates before the winter sets in. President: His Honor Major Richardson. Vice-President: John Hyde Harris, Esq. Treasurer: Walter Day, Esq. Committee: A. C. Strode, Esq.; Julius Vogel, Esq.; St. John Branigan, Esq.; Henry Cook, Esq.; James A. Logan, Esq.; G. H. Street, Esq.; Edward Casper, Esq.; James Rattray, Esq. Edward Hardcastle, Hon. Secretary. By whom contributions are thankfully solicited, and will be thankfully received. Donations may also be paid to the account of the Dunedin Benevolent Asylum, at any of the Dunedin Banks. Mr. John Scott, Worthington, has been appointed Collector for the Institution.: [918, 1011, 1089, 1152]
- ad-divider: [261, 591, 329, 592]
- ad-body: Rattray-Street. Clean beds, good meals, civility, attention, and moderate charges.: [741, 898, 911, 913]
- ad-divider: [615, 632, 683, 633]
- advertisement: [564, 308, 734, 344]
- advertisement: [741, 922, 911, 972]
- advertisement: [210, 90, 380, 112]
- ad-divider: [792, 1072, 860, 1073]
- ad-divider: [969, 800, 1037, 801]
- ad-heading: THIS DAY. THURSDAY, 5th JUNE,: [404, 90, 540, 98]
- ad-heading: THE STAR RESTAURANT AND BOARDING HOUSE,: [741, 1124, 911, 1141]
- ad-heading: BENEVOLENT ASYLUM, DUNEDIN.: [931, 1002, 1076, 1010]
- ad-heading: HORNBY AND KNOX'S PRIVATE BOARDING HOUSE,: [761, 880, 891, 897]
- ad-heading: PRINCE OF WALES HOTEL.: [769, 90, 883, 98]
- ad-divider: [969, 413, 1037, 414]
- ad-divider: [84, 767, 152, 768]
